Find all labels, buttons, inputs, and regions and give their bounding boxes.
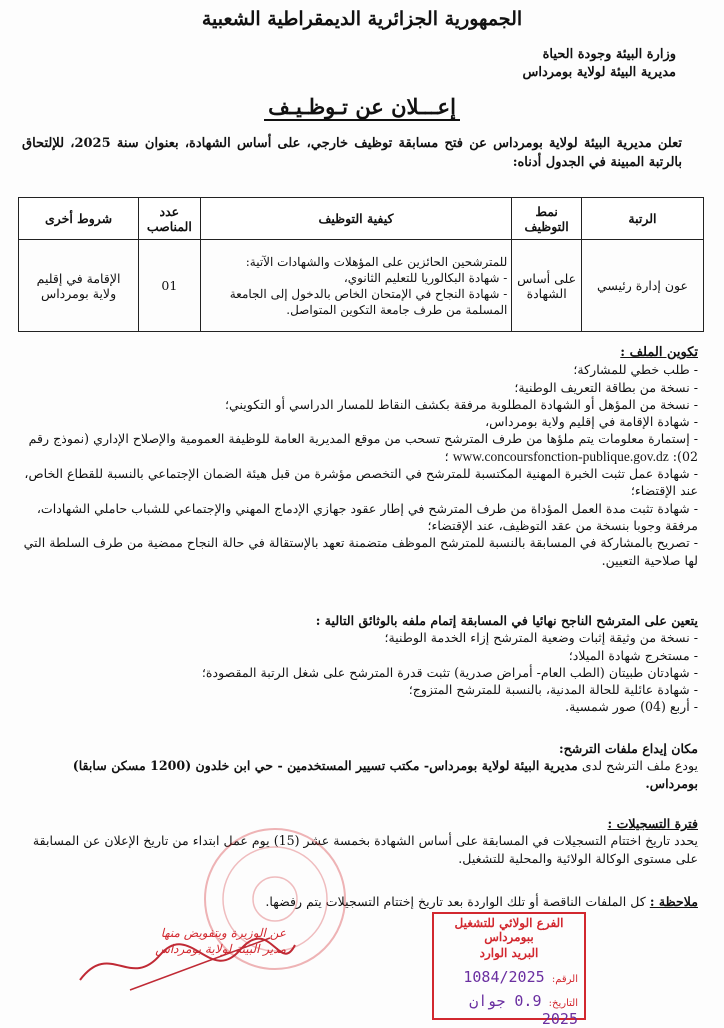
header-positions: عدد المناصب bbox=[139, 198, 201, 240]
directorate-name: مديرية البيئة لولاية بومرداس bbox=[522, 65, 676, 80]
stamp-line-2: البريد الوارد bbox=[479, 946, 539, 960]
list-item: - شهادتان طبيتان (الطب العام- أمراض صدرية) تثبت قدرة المترشح على شغل الرتبة المقصودة؛ bbox=[20, 664, 698, 681]
cell-grade: عون إدارة رئيسي bbox=[581, 240, 703, 332]
deposit-title: مكان إيداع ملفات الترشح: bbox=[559, 741, 698, 756]
stamp-number-row bbox=[434, 968, 584, 986]
stamp-date-row bbox=[434, 992, 584, 1028]
registration-title: فترة التسجيلات : bbox=[607, 816, 698, 831]
announcement-title-text: إعـــلان عن تـوظـيـف bbox=[264, 94, 460, 121]
form-item-text: إستمارة معلومات يتم ملؤها من طرف المترشح تسحب من موقع المديرية العامة للوظيفة العمومية والإصلاح الإداري (نموذج رقم 02): bbox=[28, 431, 698, 464]
deposit-address: مديرية البيئة لولاية بومرداس- مكتب تسيير المستخدمين - حي ابن خلدون (1200 مسكن سابقا) بومرداس. bbox=[72, 758, 698, 791]
list-item: - شهادة عائلية للحالة المدنية، بالنسبة للمترشح المتزوج؛ bbox=[20, 681, 698, 698]
list-item: - نسخة من المؤهل أو الشهادة المطلوبة مرفقة بكشف النقاط للمسار الدراسي أو التكويني؛ bbox=[20, 396, 698, 413]
website-link[interactable]: www.concoursfonction-publique.gov.dz bbox=[452, 448, 669, 464]
stamp-line-1: الفرع الولائي للتشغيل ببومرداس bbox=[454, 916, 564, 944]
list-item: - تصريح بالمشاركة في المسابقة بالنسبة للمترشح الموظف متضمنة تعهد بالإستقالة في حالة النجاح ممضية من طرف السلطة التي لها صلاحية التعيين. bbox=[20, 534, 698, 569]
received-mail-stamp bbox=[432, 912, 586, 1028]
list-item bbox=[20, 430, 698, 465]
list-item: - نسخة من وثيقة إثبات وضعية المترشح إزاء الخدمة الوطنية؛ bbox=[20, 629, 698, 646]
registration-text: يحدد تاريخ اختتام التسجيلات في المسابقة على أساس الشهادة بخمسة عشر (15) يوم عمل ابتداء من تاريخ الإعلان عن المسابقة على مستوى الوكالة الولائية والمحلية للتشغيل. bbox=[32, 833, 698, 866]
republic-heading: الجمهورية الجزائرية الديمقراطية الشعبية bbox=[201, 8, 523, 30]
table-row bbox=[19, 240, 704, 332]
announcement-title bbox=[0, 94, 724, 119]
file-composition-list bbox=[20, 361, 698, 569]
signature-line-2: مدير البيئة لولاية بومرداس bbox=[155, 942, 286, 956]
stamp-number-value: 1084/2025 bbox=[463, 968, 545, 986]
header-other-conditions: شروط أخرى bbox=[19, 198, 139, 240]
final-documents-list bbox=[20, 629, 698, 715]
final-documents-title: يتعين على المترشح الناجح نهائيا في المسابقة إتمام ملفه بالوثائق التالية : bbox=[315, 613, 698, 628]
header-mode: نمط التوظيف bbox=[512, 198, 582, 240]
method-item-2: - شهادة النجاح في الإمتحان الخاص بالدخول إلى الجامعة المسلمة من طرف جامعة التكوين المتواصل. bbox=[229, 286, 508, 317]
registration-section bbox=[20, 815, 698, 867]
header-method: كيفية التوظيف bbox=[200, 198, 512, 240]
signature-line-1: عن الوزيرة وبتفويض منها bbox=[160, 926, 286, 940]
website-suffix: ؛ bbox=[444, 448, 449, 464]
file-composition-section bbox=[20, 344, 698, 569]
deposit-text bbox=[20, 757, 698, 792]
deposit-section bbox=[20, 740, 698, 792]
final-documents-section bbox=[20, 612, 698, 716]
cell-other-conditions: الإقامة في إقليم ولاية بومرداس bbox=[19, 240, 139, 332]
cell-mode: على أساس الشهادة bbox=[512, 240, 582, 332]
header-grade: الرتبة bbox=[581, 198, 703, 240]
list-item: - مستخرج شهادة الميلاد؛ bbox=[20, 647, 698, 664]
list-item: - شهادة تثبت مدة العمل المؤداة من طرف المترشح في إطار عقود جهازي الإدماج المهني والإجتماعي للشباب حاملي الشهادات، مرفقة وجوبا بنسخة من عقد التوظيف، عند الإقتضاء؛ bbox=[20, 500, 698, 535]
method-intro: للمترشحين الحائزين على المؤهلات والشهادات الآتية: bbox=[245, 254, 508, 269]
ministry-name: وزارة البيئة وجودة الحياة bbox=[542, 47, 676, 62]
stamp-date-value: 0.9 جوان 2025 bbox=[469, 992, 578, 1028]
file-composition-title: تكوين الملف : bbox=[620, 345, 698, 360]
note-label: ملاحظة : bbox=[649, 894, 698, 909]
intro-paragraph: تعلن مديرية البيئة لولاية بومرداس عن فتح مسابقة توظيف خارجي، على أساس الشهادة، بعنوان سنة 2025، للإلتحاق بالرتبة المبينة في الجدول أدناه: bbox=[22, 136, 682, 170]
issuing-authority bbox=[523, 46, 676, 82]
list-item: - نسخة من بطاقة التعريف الوطنية؛ bbox=[20, 379, 698, 396]
method-item-1: - شهادة البكالوريا للتعليم الثانوي، bbox=[343, 270, 508, 285]
list-item: - أربع (04) صور شمسية. bbox=[20, 698, 698, 715]
deposit-prefix: يودع ملف الترشح لدى bbox=[581, 758, 698, 774]
cell-method bbox=[200, 240, 512, 332]
stamp-number-label: الرقم: bbox=[551, 974, 578, 985]
cell-positions: 01 bbox=[139, 240, 201, 332]
recruitment-table bbox=[18, 197, 704, 332]
handwritten-signature bbox=[70, 930, 300, 1000]
list-item: - طلب خطي للمشاركة؛ bbox=[20, 361, 698, 378]
list-item: - شهادة عمل تثبت الخبرة المهنية المكتسبة للمترشح في التخصص مؤشرة من قبل هيئة الضمان الإجتماعي بالنسبة للقطاع الخاص، عند الإقتضاء؛ bbox=[20, 465, 698, 500]
list-item: - شهادة الإقامة في إقليم ولاية بومرداس، bbox=[20, 413, 698, 430]
stamp-date-label: التاريخ: bbox=[548, 998, 578, 1009]
note-text: كل الملفات الناقصة أو تلك الواردة بعد تاريخ إختتام التسجيلات يتم رفضها. bbox=[265, 894, 646, 909]
table-header-row bbox=[19, 198, 704, 240]
